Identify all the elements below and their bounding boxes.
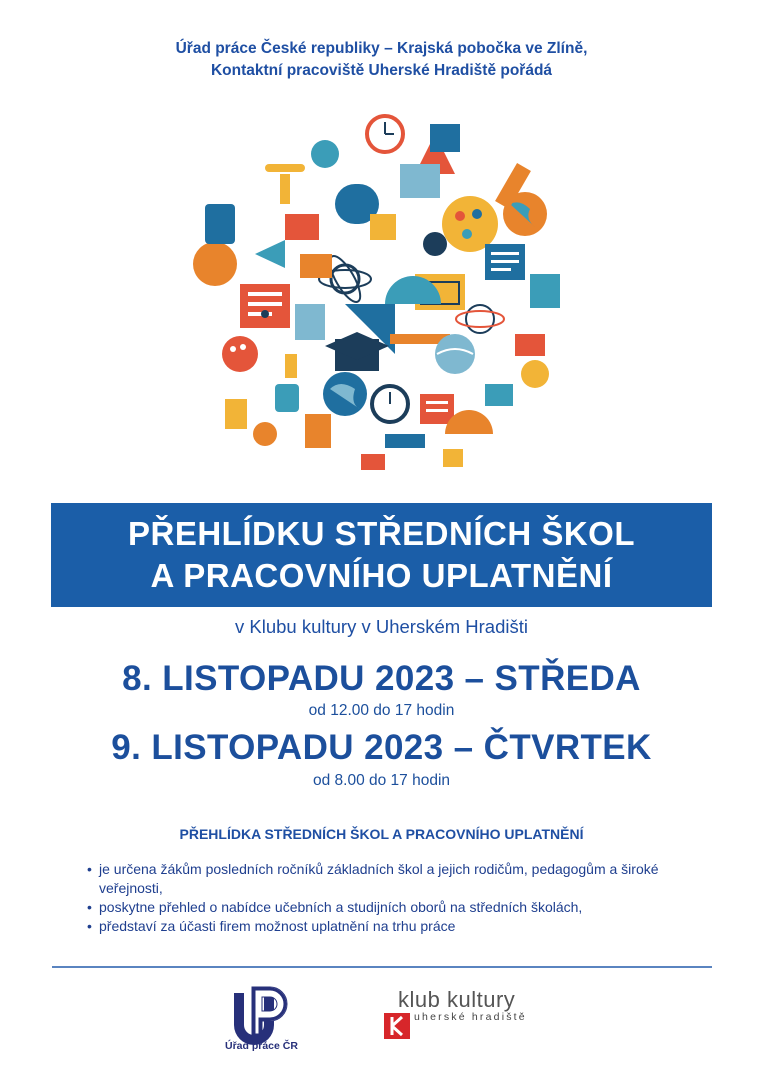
list-item: • je určena žákům posledních ročníků základních škol a jejich rodičům, pedagogům a široké veřejnosti, — [85, 860, 715, 898]
list-item: • představí za účasti firem možnost uplatnění na trhu práce — [85, 917, 715, 936]
event-date-1: 8. LISTOPADU 2023 – STŘEDA — [122, 659, 641, 698]
event-title-line-2: A PRACOVNÍHO UPLATNĚNÍ — [150, 557, 613, 594]
event-date-2: 9. LISTOPADU 2023 – ČTVRTEK — [111, 728, 652, 767]
venue-text: v Klubu kultury v Uherském Hradišti — [234, 616, 528, 637]
list-item: • poskytne přehled o nabídce učebních a studijních oborů na středních školách, — [85, 898, 715, 917]
organizer-line-1: Úřad práce České republiky – Krajská pobočka ve Zlíně, — [175, 40, 588, 57]
organizer-line-2: Kontaktní pracoviště Uherské Hradiště pořádá — [210, 62, 553, 79]
event-time-1: od 12.00 do 17 hodin — [308, 702, 455, 719]
event-title-banner — [51, 503, 712, 607]
collage-shapes — [193, 116, 560, 470]
description-heading: PŘEHLÍDKA STŘEDNÍCH ŠKOL A PRACOVNÍHO UPLATNĚNÍ — [179, 826, 584, 842]
klub-kultury-logo-icon — [384, 1013, 410, 1039]
organizer-header — [0, 38, 763, 82]
urad-prace-label: Úřad práce ČR — [225, 1040, 298, 1052]
education-icons-collage — [185, 104, 570, 478]
event-title-line-1: PŘEHLÍDKU STŘEDNÍCH ŠKOL — [127, 515, 636, 552]
footer-divider — [52, 966, 712, 968]
description-list — [85, 860, 715, 936]
klub-kultury-name: klub kultury — [398, 987, 516, 1012]
event-time-2: od 8.00 do 17 hodin — [312, 772, 451, 789]
klub-kultury-subtitle: uherské hradiště — [414, 1011, 527, 1023]
